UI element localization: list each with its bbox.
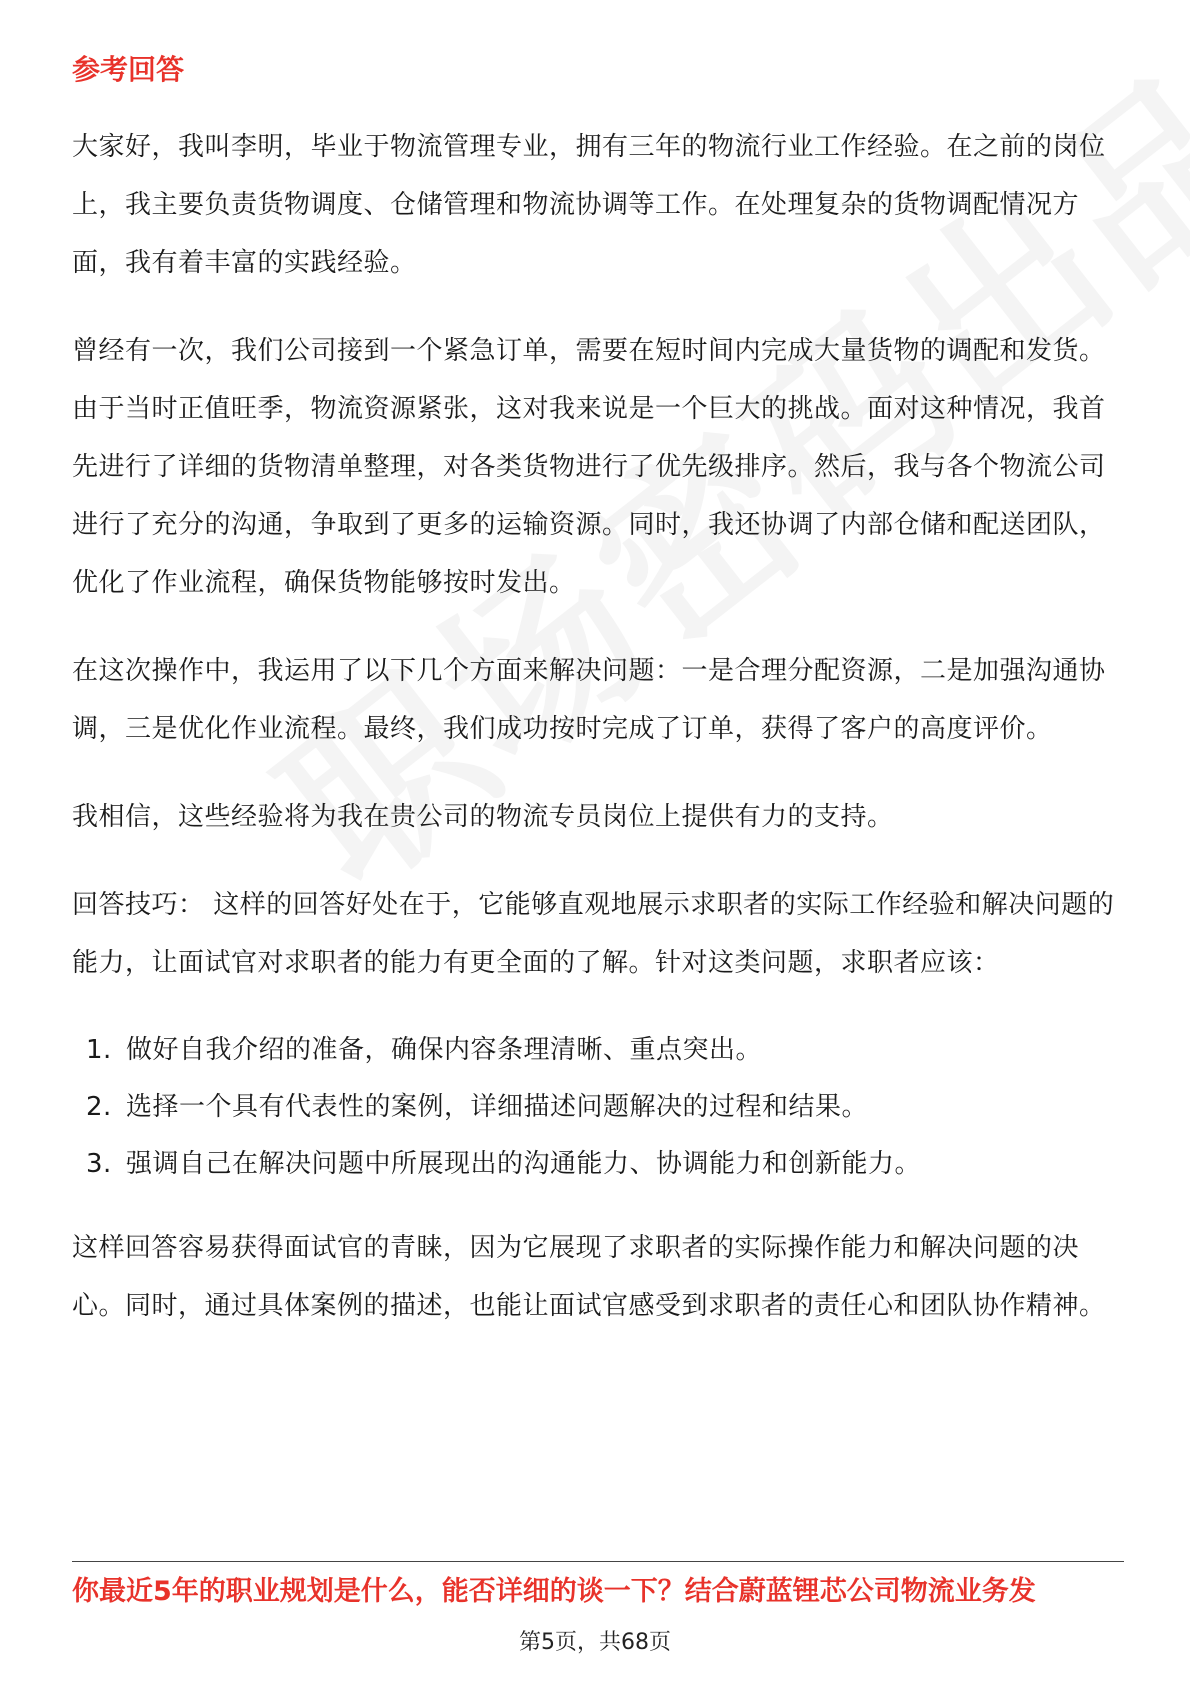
divider	[72, 1561, 1124, 1562]
page-number: 第5页，共68页	[519, 1630, 671, 1655]
list-text: 强调自己在解决问题中所展现出的沟通能力、协调能力和创新能力。	[126, 1149, 922, 1179]
list-number: 3.	[86, 1149, 112, 1179]
paragraph-case: 曾经有一次，我们公司接到一个紧急订单，需要在短时间内完成大量货物的调配和发货。由于当时正值旺季，物流资源紧张，这对我来说是一个巨大的挑战。面对这种情况，我首先进行了详细的货物清单整理，对各类货物进行了优先级排序。然后，我与各个物流公司进行了充分的沟通，争取到了更多的运输资源。同时，我还协调了内部仓储和配送团队，优化了作业流程，确保货物能够按时发出。	[72, 336, 1106, 598]
answer-content	[72, 118, 1122, 1365]
list-item	[72, 1079, 1122, 1136]
section-heading: 参考回答	[72, 53, 185, 86]
paragraph-summary: 这样回答容易获得面试官的青睐，因为它展现了求职者的实际操作能力和解决问题的决心。同时，通过具体案例的描述，也能让面试官感受到求职者的责任心和团队协作精神。	[72, 1233, 1106, 1321]
next-question-heading: 你最近5年的职业规划是什么，能否详细的谈一下？结合蔚蓝锂芯公司物流业务发	[72, 1576, 1036, 1607]
paragraph-tips-intro: 回答技巧： 这样的回答好处在于，它能够直观地展示求职者的实际工作经验和解决问题的能力，让面试官对求职者的能力有更全面的了解。针对这类问题，求职者应该：	[72, 890, 1115, 978]
paragraph-intro: 大家好，我叫李明，毕业于物流管理专业，拥有三年的物流行业工作经验。在之前的岗位上，我主要负责货物调度、仓储管理和物流协调等工作。在处理复杂的货物调配情况方面，我有着丰富的实践经验。	[72, 132, 1106, 278]
tips-list	[72, 1022, 1122, 1193]
list-text: 做好自我介绍的准备，确保内容条理清晰、重点突出。	[126, 1035, 763, 1065]
list-text: 选择一个具有代表性的案例，详细描述问题解决的过程和结果。	[126, 1092, 869, 1122]
list-item	[72, 1022, 1122, 1079]
list-number: 1.	[86, 1035, 112, 1065]
list-item	[72, 1136, 1122, 1193]
paragraph-closing: 我相信，这些经验将为我在贵公司的物流专员岗位上提供有力的支持。	[72, 802, 894, 832]
paragraph-methods: 在这次操作中，我运用了以下几个方面来解决问题：一是合理分配资源，二是加强沟通协调，三是优化作业流程。最终，我们成功按时完成了订单，获得了客户的高度评价。	[72, 656, 1106, 744]
list-number: 2.	[86, 1092, 112, 1122]
